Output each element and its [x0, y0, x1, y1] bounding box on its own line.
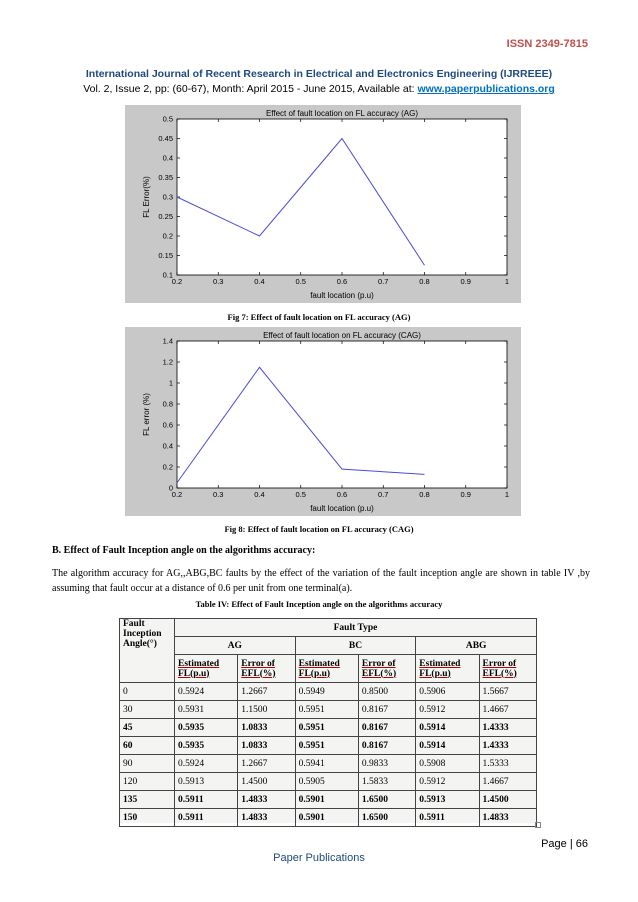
- y-tick-label: 0.6: [162, 420, 173, 430]
- table-body: [120, 683, 537, 827]
- x-tick-label: 1: [504, 490, 510, 499]
- table-cell: 0.5913: [416, 791, 479, 809]
- plot-area: [177, 119, 507, 275]
- table-cell: 0.9833: [358, 755, 415, 773]
- chart-fig8: [125, 327, 521, 516]
- y-tick-label: 0.35: [158, 173, 173, 182]
- table-cell: 0.8167: [358, 737, 415, 755]
- plot-area: [177, 341, 507, 488]
- x-axis-label: fault location (p.u): [310, 504, 374, 513]
- journal-url-link[interactable]: www.paperpublications.org: [417, 83, 555, 95]
- table-row: [120, 683, 537, 701]
- results-table: [119, 618, 537, 827]
- table-cell: 1.4667: [479, 773, 536, 791]
- table-cell: 1.0833: [238, 737, 295, 755]
- x-tick-label: 0.9: [460, 490, 471, 499]
- table-cell: 1.4833: [479, 809, 536, 827]
- table-row: [120, 737, 537, 755]
- y-tick-label: 0.4: [162, 153, 173, 163]
- y-axis-label: FL error (%): [142, 393, 151, 436]
- issn-label: ISSN 2349-7815: [506, 38, 588, 50]
- table-cell: 0.5911: [175, 809, 238, 827]
- table-cell: 0.5951: [295, 719, 358, 737]
- y-tick-label: 0.25: [158, 212, 173, 221]
- corner-header: Fault Inception Angle(°): [120, 619, 175, 683]
- table-row: [120, 755, 537, 773]
- table-cell: 1.4333: [479, 737, 536, 755]
- table-cell: 0.5935: [175, 719, 238, 737]
- table-cell: 1.5667: [479, 683, 536, 701]
- chart-title: Effect of fault location on FL accuracy (AG): [265, 109, 419, 118]
- x-tick-label: 0.6: [336, 490, 348, 499]
- y-tick-label: 0.2: [162, 231, 173, 241]
- table-cell: 45: [120, 719, 175, 737]
- subheader-cell: Estimated FL(p.u): [295, 655, 358, 683]
- table-cell: 1.4333: [479, 719, 536, 737]
- table-cell: 0.5912: [416, 773, 479, 791]
- subheader-cell: Estimated FL(p.u): [416, 655, 479, 683]
- chart-title: Effect of fault location on FL accuracy (CAG): [263, 331, 421, 340]
- table-cell: 0.8167: [358, 719, 415, 737]
- y-tick-label: 0.45: [158, 134, 173, 143]
- table-cell: 60: [120, 737, 175, 755]
- y-tick-label: 0.1: [162, 270, 173, 280]
- publisher-footer: Paper Publications: [273, 852, 365, 864]
- section-heading: B. Effect of Fault Inception angle on the algorithms accuracy:: [52, 545, 316, 556]
- y-tick-label: 1.4: [162, 336, 173, 346]
- table-cell: 1.6500: [358, 791, 415, 809]
- table-cell: 0.5913: [175, 773, 238, 791]
- table-cell: 1.2667: [238, 755, 295, 773]
- table-cell: 1.2667: [238, 683, 295, 701]
- y-tick-label: 0.4: [162, 441, 173, 451]
- x-axis-label: fault location (p.u): [310, 291, 374, 300]
- table-row: [120, 701, 537, 719]
- y-tick-label: 0.2: [162, 462, 173, 472]
- page-number: Page | 66: [541, 838, 588, 850]
- results-table-wrapper: [119, 618, 537, 823]
- table-cell: 0.5901: [295, 809, 358, 827]
- y-tick-label: 0.15: [158, 251, 173, 260]
- x-tick-label: 0.3: [213, 490, 224, 499]
- x-tick-label: 0.8: [419, 490, 430, 499]
- table-cell: 0.5911: [416, 809, 479, 827]
- table-cell: 1.5833: [358, 773, 415, 791]
- journal-title: International Journal of Recent Research in Electrical and Electronics Engineering (IJRREEE): [85, 68, 553, 80]
- y-tick-label: 0.3: [162, 192, 173, 202]
- table-cell: 0.5914: [416, 719, 479, 737]
- table-cell: 1.5333: [479, 755, 536, 773]
- table-cell: 1.0833: [238, 719, 295, 737]
- y-tick-label: 1: [168, 378, 173, 388]
- table-cell: 1.4833: [238, 809, 295, 827]
- table-row: [120, 809, 537, 827]
- x-tick-label: 0.5: [295, 277, 306, 286]
- fig8-caption: Fig 8: Effect of fault location on FL accuracy (CAG): [224, 524, 414, 534]
- subheader-cell: Estimated FL(p.u): [175, 655, 238, 683]
- y-axis-label: FL Error(%): [142, 176, 151, 218]
- table-cell: 1.1500: [238, 701, 295, 719]
- table-cell: 0.5935: [175, 737, 238, 755]
- x-tick-label: 0.2: [171, 490, 183, 499]
- table-cell: 135: [120, 791, 175, 809]
- anchor-marker: [535, 822, 541, 828]
- table-cell: 120: [120, 773, 175, 791]
- x-tick-label: 0.7: [378, 277, 389, 286]
- subheader-cell: Error of EFL(%): [358, 655, 415, 683]
- x-tick-label: 0.6: [336, 277, 348, 286]
- volume-text: Vol. 2, Issue 2, pp: (60-67), Month: April 2015 - June 2015, Available at:: [83, 83, 418, 95]
- table-cell: 0.5905: [295, 773, 358, 791]
- table-cell: 0.8167: [358, 701, 415, 719]
- table-row: [120, 773, 537, 791]
- table-cell: 0.5906: [416, 683, 479, 701]
- group-header-ag: AG: [175, 637, 296, 655]
- fault-type-header: Fault Type: [175, 619, 537, 637]
- y-tick-label: 0.8: [162, 399, 173, 409]
- table-cell: 1.6500: [358, 809, 415, 827]
- volume-line: [0, 83, 638, 95]
- x-tick-label: 0.4: [254, 277, 265, 286]
- x-tick-label: 0.9: [460, 277, 471, 286]
- table-cell: 0.5911: [175, 791, 238, 809]
- subheader-cell: Error of EFL(%): [479, 655, 536, 683]
- table-cell: 1.4667: [479, 701, 536, 719]
- x-tick-label: 0.8: [419, 277, 430, 286]
- subheader-cell: Error of EFL(%): [238, 655, 295, 683]
- body-paragraph: The algorithm accuracy for AG,,ABG,BC faults by the effect of the variation of the fault inception angle are shown in table IV ,by assuming that fault occur at a distance of 0.6 per unit from one terminal(a).: [52, 568, 590, 594]
- table-cell: 1.4833: [238, 791, 295, 809]
- x-tick-label: 0.4: [254, 490, 265, 499]
- table-cell: 30: [120, 701, 175, 719]
- table-cell: 0.5931: [175, 701, 238, 719]
- table-cell: 0.5924: [175, 683, 238, 701]
- table-cell: 90: [120, 755, 175, 773]
- table-cell: 1.4500: [238, 773, 295, 791]
- table-cell: 150: [120, 809, 175, 827]
- table-cell: 1.4500: [479, 791, 536, 809]
- table-cell: 0.5901: [295, 791, 358, 809]
- table-cell: 0.8500: [358, 683, 415, 701]
- table-cell: 0.5912: [416, 701, 479, 719]
- table-cell: 0.5951: [295, 701, 358, 719]
- table-cell: 0.5949: [295, 683, 358, 701]
- x-tick-label: 0.5: [295, 490, 306, 499]
- chart-fig7: [125, 105, 521, 303]
- table-cell: 0.5924: [175, 755, 238, 773]
- table-cell: 0.5951: [295, 737, 358, 755]
- table-cell: 0.5941: [295, 755, 358, 773]
- y-tick-label: 1.2: [162, 357, 173, 367]
- table-cell: 0.5908: [416, 755, 479, 773]
- table-cell: 0: [120, 683, 175, 701]
- fig7-caption: Fig 7: Effect of fault location on FL accuracy (AG): [227, 312, 411, 322]
- chart-fig8-svg: [125, 327, 521, 516]
- x-tick-label: 1: [504, 277, 510, 286]
- group-header-abg: ABG: [416, 637, 537, 655]
- table-cell: 0.5914: [416, 737, 479, 755]
- x-tick-label: 0.2: [171, 277, 183, 286]
- y-tick-label: 0.5: [162, 114, 173, 124]
- group-header-bc: BC: [295, 637, 416, 655]
- table-row: [120, 791, 537, 809]
- x-tick-label: 0.3: [213, 277, 224, 286]
- table-caption: Table IV: Effect of Fault Inception angle on the algorithms accuracy: [195, 599, 443, 609]
- y-tick-label: 0: [168, 483, 173, 493]
- chart-fig7-svg: [125, 105, 521, 303]
- table-row: [120, 719, 537, 737]
- x-tick-label: 0.7: [378, 490, 389, 499]
